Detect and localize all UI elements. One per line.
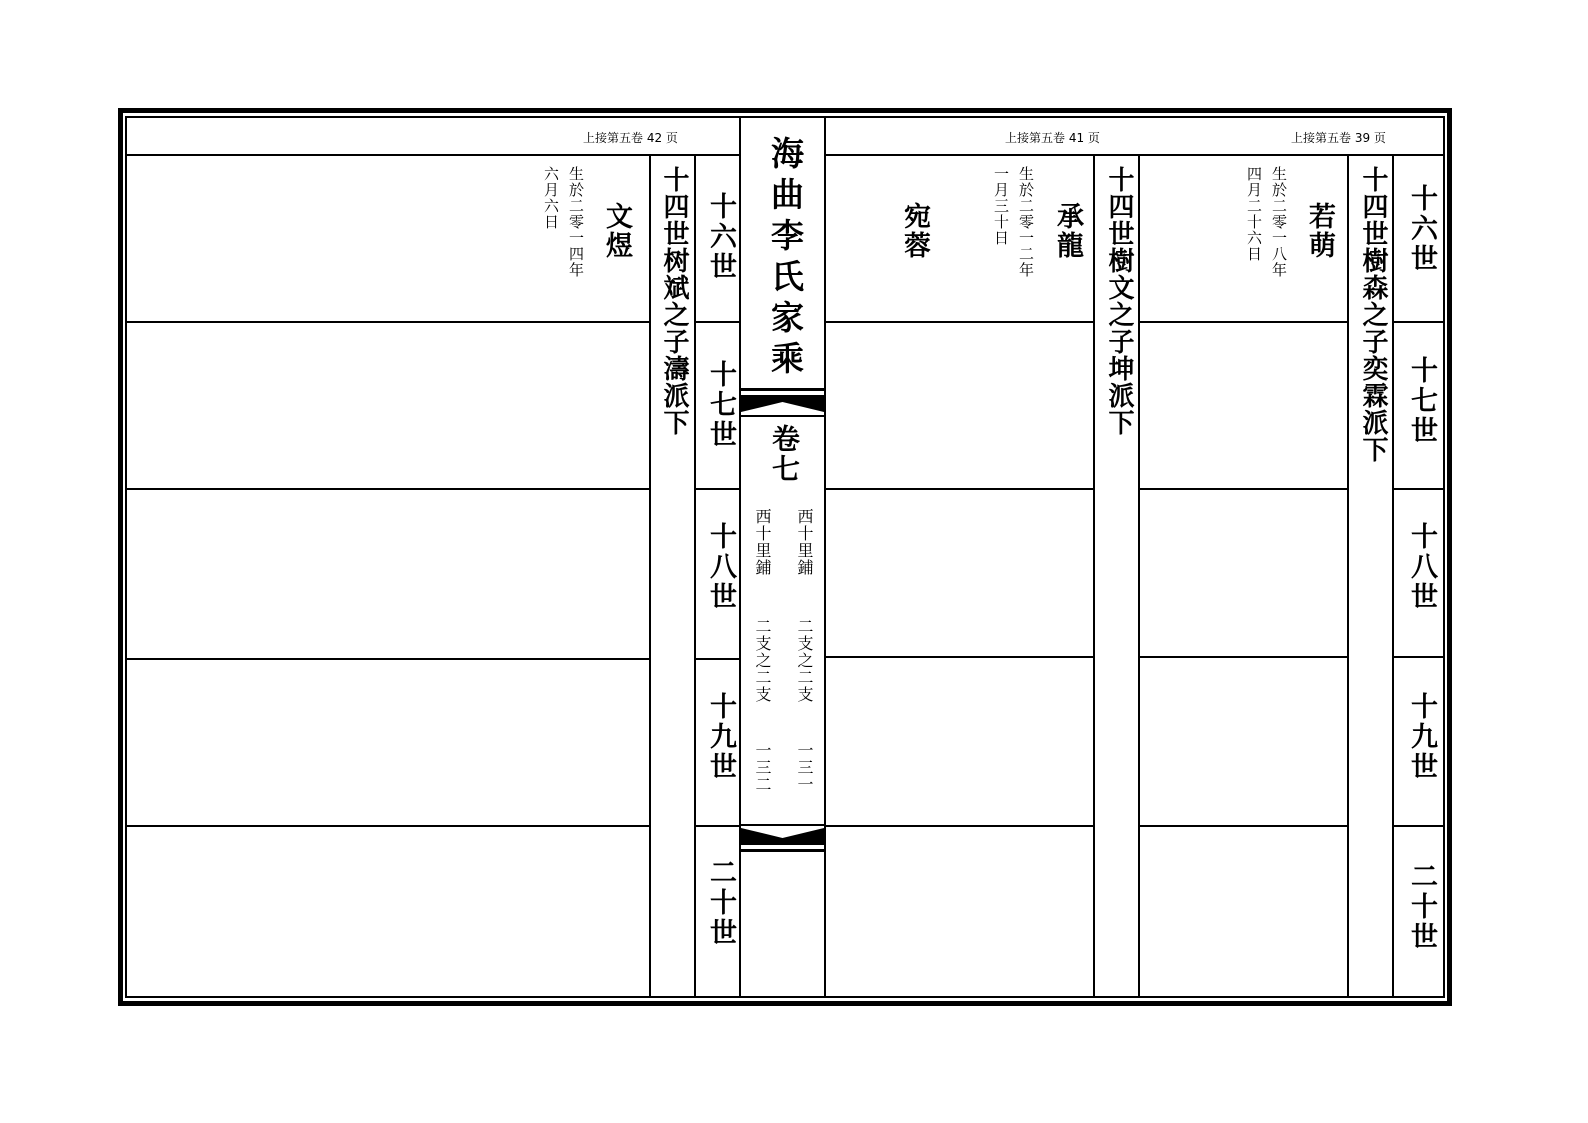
row-divider: [826, 656, 1093, 658]
generation-label: 十八世: [1406, 522, 1437, 612]
row-divider: [1394, 321, 1443, 323]
generation-label: 十九世: [1406, 692, 1437, 782]
column-divider: [1347, 154, 1349, 996]
left-page-header: 上接第五卷 42 页: [583, 131, 678, 145]
row-divider: [1394, 656, 1443, 658]
book-title: 海曲李氏家乘: [766, 136, 805, 382]
row-divider: [127, 321, 649, 323]
row-divider: [826, 321, 1093, 323]
column-divider: [694, 154, 696, 996]
spine-branch: 二支之二支: [753, 618, 772, 703]
row-divider: [127, 825, 649, 827]
person-name: 宛蓉: [899, 202, 930, 260]
generation-label: 十七世: [1406, 356, 1437, 446]
row-divider: [127, 658, 649, 660]
generation-label: 十八世: [705, 522, 736, 612]
branch-label: 十四世樹森之子奕霖派下: [1358, 166, 1388, 463]
birth-date-line2: 一月三十日: [992, 166, 1010, 246]
row-divider: [1140, 321, 1347, 323]
row-divider: [826, 488, 1093, 490]
spine-place: 西十里鋪: [753, 508, 772, 576]
birth-date-line2: 六月六日: [542, 166, 560, 230]
column-divider: [1093, 154, 1095, 996]
birth-date-line1: 生於二零一四年: [567, 166, 585, 278]
generation-label: 十九世: [705, 692, 736, 782]
column-divider: [1138, 154, 1140, 996]
row-divider: [696, 488, 739, 490]
birth-date-line2: 四月二十六日: [1245, 166, 1263, 262]
right-page-header: 上接第五卷 39 页: [1291, 131, 1386, 145]
row-divider: [696, 658, 739, 660]
person-name: 若萌: [1304, 202, 1335, 260]
row-divider: [1140, 825, 1347, 827]
spine-branch: 二支之二支: [795, 618, 814, 703]
row-divider: [696, 825, 739, 827]
branch-label: 十四世树斌之子濤派下: [659, 166, 689, 436]
birth-date-line1: 生於二零一二年: [1017, 166, 1035, 278]
row-divider: [127, 488, 649, 490]
volume-label: 卷七: [768, 424, 801, 484]
birth-date-line1: 生於二零一八年: [1270, 166, 1288, 278]
row-divider: [1140, 488, 1347, 490]
spine-place: 西十里鋪: [795, 508, 814, 576]
spine-page-number: 一三二: [753, 742, 772, 793]
generation-label: 十六世: [1406, 184, 1437, 274]
generation-label: 十七世: [705, 360, 736, 450]
column-divider: [649, 154, 651, 996]
generation-label: 十六世: [705, 192, 736, 282]
row-divider: [1394, 825, 1443, 827]
header-divider: [826, 154, 1443, 156]
row-divider: [826, 825, 1093, 827]
person-name: 承龍: [1052, 202, 1083, 260]
ornament-band-bottom: [741, 823, 824, 853]
generation-label: 二十世: [1406, 862, 1437, 952]
row-divider: [696, 321, 739, 323]
person-name: 文煜: [601, 202, 632, 260]
spine-page-number: 一三一: [795, 742, 814, 793]
branch-label: 十四世樹文之子坤派下: [1104, 166, 1134, 436]
generation-label: 二十世: [705, 858, 736, 948]
column-divider: [1392, 154, 1394, 996]
row-divider: [1140, 656, 1347, 658]
row-divider: [1394, 488, 1443, 490]
ornament-band-top: [741, 388, 824, 418]
right-page-header: 上接第五卷 41 页: [1005, 131, 1100, 145]
column-divider: [824, 118, 826, 996]
